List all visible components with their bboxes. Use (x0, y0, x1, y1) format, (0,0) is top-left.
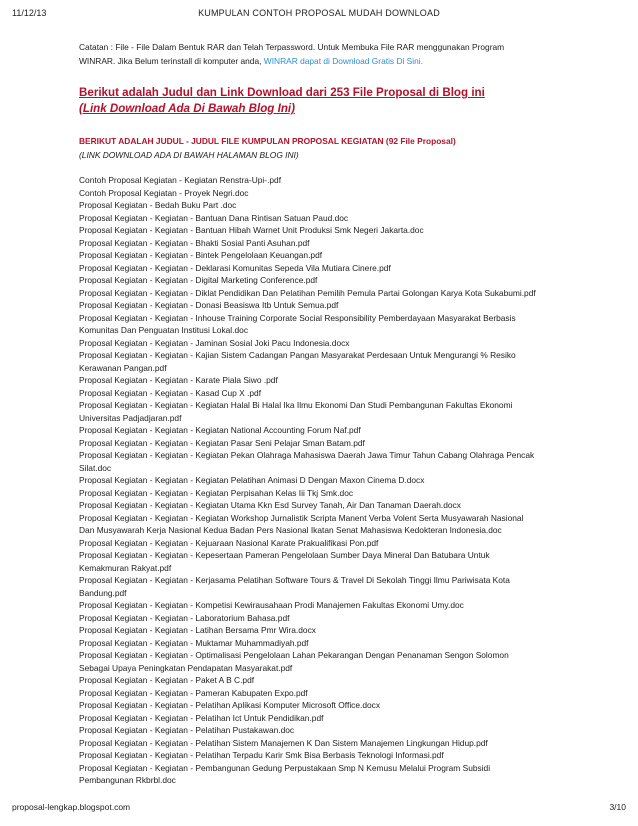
file-list-item: Proposal Kegiatan - Kegiatan - Diklat Pendidikan Dan Pelatihan Pemilih Pemula Partai Golongan Karya Kota Sukabumi.pdf (79, 287, 536, 298)
file-list-item: Proposal Kegiatan - Kegiatan - Kegiatan Pelatihan Animasi D Dengan Maxon Cinema D.docx (79, 475, 425, 485)
file-list-item: Proposal Kegiatan - Kegiatan - Karate Piala Siwo .pdf (79, 375, 278, 385)
main-heading-line-2: (Link Download Ada Di Bawah Blog Ini) (79, 102, 295, 115)
page-header-title: KUMPULAN CONTOH PROPOSAL MUDAH DOWNLOAD (198, 8, 440, 18)
file-list-item: Proposal Kegiatan - Kegiatan - Latihan Bersama Pmr Wira.docx (79, 625, 316, 635)
file-list-item: Pembangunan Rkbrbl.doc (79, 775, 176, 785)
file-list-item: Contoh Proposal Kegiatan - Proyek Negri.doc (79, 187, 249, 198)
file-list-item: Proposal Kegiatan - Kegiatan - Bantuan Hibah Warnet Unit Produksi Smk Negeri Jakarta.doc (79, 225, 424, 235)
file-list-item: Proposal Kegiatan - Kegiatan - Donasi Beasiswa Itb Untuk Semua.pdf (79, 300, 339, 310)
file-list-item: Proposal Kegiatan - Kegiatan - Pameran Kabupaten Expo.pdf (79, 687, 308, 698)
file-list-item: Proposal Kegiatan - Kegiatan - Paket A B C.pdf (79, 675, 255, 685)
main-heading (79, 85, 619, 117)
file-list-item: Proposal Kegiatan - Kegiatan - Kepesertaan Pameran Pengelolaan Sumber Daya Mineral Dan Batubara Untuk (79, 550, 490, 560)
file-list-item: Proposal Kegiatan - Kegiatan - Pelatihan Aplikasi Komputer Microsoft Office.docx (79, 700, 381, 710)
file-list-item: Bandung.pdf (79, 587, 127, 598)
file-list-item: Proposal Kegiatan - Kegiatan - Deklarasi Komunitas Sepeda Vila Mutiara Cinere.pdf (79, 262, 391, 273)
file-list-item: Komunitas Dan Penguatan Institusi Lokal.doc (79, 325, 249, 335)
file-list-item: Proposal Kegiatan - Kegiatan - Kegiatan Utama Kkn Esd Survey Tanah, Air Dan Tanaman Daerah.docx (79, 500, 461, 510)
file-list-item: Proposal Kegiatan - Kegiatan - Kajian Sistem Cadangan Pangan Masyarakat Perdesaan Untuk Mengurangi % Resiko (79, 350, 516, 360)
file-list-item: Proposal Kegiatan - Kegiatan - Kegiatan Pasar Seni Pelajar Sman Batam.pdf (79, 437, 365, 448)
file-list-item: Proposal Kegiatan - Kegiatan - Kompetisi Kewirausahaan Prodi Manajemen Fakultas Ekonomi Umy.doc (79, 600, 464, 610)
file-list-item: Proposal Kegiatan - Kegiatan - Pelatihan Terpadu Karir Smk Bisa Berbasis Teknologi Informasi.pdf (79, 750, 444, 760)
file-list-item: Proposal Kegiatan - Kegiatan - Pelatihan Sistem Manajemen K Dan Sistem Manajemen Lingkungan Hidup.pdf (79, 737, 488, 748)
file-list-item: Proposal Kegiatan - Kegiatan - Pembangunan Gedung Perpustakaan Smp N Kemusu Melalui Program Subsidi (79, 762, 491, 773)
file-list-item: Proposal Kegiatan - Kegiatan - Pelatihan Pustakawan.doc (79, 725, 295, 735)
file-list-item: Sebagai Upaya Peningkatan Pendapatan Masyarakat.pdf (79, 662, 293, 673)
file-list-item: Proposal Kegiatan - Kegiatan - Kegiatan Halal Bi Halal Ika Ilmu Ekonomi Dan Studi Pembangunan Fakultas Ekonomi (79, 400, 513, 410)
file-list-item: Proposal Kegiatan - Kegiatan - Muktamar Muhammadiyah.pdf (79, 637, 309, 648)
file-list (79, 174, 619, 787)
file-list-item: Proposal Kegiatan - Kegiatan - Kasad Cup X .pdf (79, 387, 262, 398)
main-heading-line-1: Berikut adalah Judul dan Link Download dari 253 File Proposal di Blog ini (79, 86, 485, 99)
file-list-item: Proposal Kegiatan - Kegiatan - Digital Marketing Conference.pdf (79, 275, 318, 285)
section-title: BERIKUT ADALAH JUDUL - JUDUL FILE KUMPULAN PROPOSAL KEGIATAN (92 File Proposal) (79, 136, 456, 146)
file-list-item: Contoh Proposal Kegiatan - Kegiatan Renstra-Upi-.pdf (79, 175, 282, 185)
file-list-item: Dan Musyawarah Kerja Nasional Kedua Badan Pers Nasional Ikatan Senat Mahasiswa Kedokteran Indonesia.doc (79, 525, 502, 535)
note-line-2: WINRAR. Jika Belum terinstall di komputer anda, (79, 56, 262, 66)
file-list-item: Proposal Kegiatan - Kegiatan - Jaminan Sosial Joki Pacu Indonesia.docx (79, 337, 350, 348)
file-list-item: Proposal Kegiatan - Kegiatan - Bantuan Dana Rintisan Satuan Paud.doc (79, 212, 349, 223)
file-list-item: Proposal Kegiatan - Kegiatan - Inhouse Training Corporate Social Responsibility Pemberdayaan Masyarakat Berbasis (79, 312, 516, 323)
note-line-1: Catatan : File - File Dalam Bentuk RAR dan Telah Terpassword. Untuk Membuka File RAR menggunakan Program (79, 42, 505, 52)
document-body (79, 40, 619, 803)
file-list-item: Proposal Kegiatan - Kegiatan - Kegiatan National Accounting Forum Naf.pdf (79, 425, 361, 435)
file-list-item: Kerawanan Pangan.pdf (79, 362, 167, 373)
file-list-item: Proposal Kegiatan - Kegiatan - Laboratorium Bahasa.pdf (79, 612, 290, 623)
file-list-item: Proposal Kegiatan - Bedah Buku Part .doc (79, 200, 237, 210)
file-list-item: Silat.doc (79, 462, 112, 473)
file-list-item: Kemakmuran Rakyat.pdf (79, 562, 172, 573)
winrar-download-link[interactable]: WINRAR dapat di Download Gratis Di Sini. (263, 56, 423, 66)
file-list-item: Proposal Kegiatan - Kegiatan - Bhakti Sosial Panti Asuhan.pdf (79, 237, 310, 248)
file-list-item: Proposal Kegiatan - Kegiatan - Kegiatan Pekan Olahraga Mahasiswa Daerah Jawa Timur Tahun Cabang Olahraga Pencak (79, 450, 535, 460)
section-subtitle: (LINK DOWNLOAD ADA DI BAWAH HALAMAN BLOG INI) (79, 149, 299, 160)
file-list-item: Proposal Kegiatan - Kegiatan - Kegiatan Workshop Jurnalistik Scripta Manent Verba Volent Serta Musyawarah Nasional (79, 512, 524, 523)
page-number: 3/10 (609, 802, 626, 812)
file-list-item: Universitas Padjadjaran.pdf (79, 412, 182, 423)
file-list-item: Proposal Kegiatan - Kegiatan - Bintek Pengelolaan Keuangan.pdf (79, 250, 323, 260)
winrar-note (79, 40, 619, 68)
footer-source: proposal-lengkap.blogspot.com (12, 802, 131, 812)
file-list-item: Proposal Kegiatan - Kegiatan - Optimalisasi Pengelolaan Lahan Pekarangan Dengan Penanaman Sengon Solomon (79, 650, 509, 660)
file-list-item: Proposal Kegiatan - Kegiatan - Pelatihan Ict Untuk Pendidikan.pdf (79, 712, 324, 723)
file-list-item: Proposal Kegiatan - Kegiatan - Kejuaraan Nasional Karate Prakualifikasi Pon.pdf (79, 537, 379, 548)
file-list-item: Proposal Kegiatan - Kegiatan - Kegiatan Perpisahan Kelas Iii Tkj Smk.doc (79, 487, 354, 498)
file-list-item: Proposal Kegiatan - Kegiatan - Kerjasama Pelatihan Software Tours & Travel Di Sekolah Tinggi Ilmu Pariwisata Kota (79, 575, 510, 585)
print-date: 11/12/13 (12, 8, 47, 18)
